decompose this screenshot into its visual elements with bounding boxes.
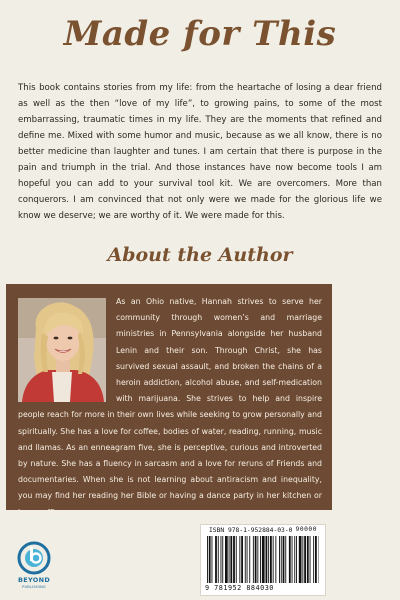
author-bio (18, 294, 322, 521)
book-blurb: This book contains stories from my life: from the heartache of losing a dear friend as well as the then “love of my life”, to growing pains, to some of the most embarrassing, traumatic times in my life. They are the moments that refined and define me. Mixed with some humor and music, because as we all know, there is no better medicine than laughter and tunes. I am certain that there is purpose in the pain and triumph in the trial. And those instances have now become tools I am hopeful you can add to your survival tool kit. We are overcomers. More than conquerors. I am convinced that not only were we made for the glorious life we know we deserve; we are worthy of it. We were made for this. (18, 83, 382, 221)
barcode-price-code: 90000 (295, 526, 317, 533)
author-section (6, 284, 332, 517)
isbn-barcode (200, 524, 326, 596)
publisher-name: BEYOND (17, 576, 51, 584)
photo-spacer (18, 294, 110, 406)
barcode-number: 9 781952 884030 (205, 584, 274, 592)
book-title: Made for This (63, 14, 337, 54)
isbn-text: ISBN 978-1-952884-03-0 (209, 527, 293, 534)
publisher-subtitle: PUBLISHING (22, 585, 46, 589)
publisher-logo (14, 540, 54, 596)
author-bio-text: As an Ohio native, Hannah strives to serve her community through women’s and marriage ministries in Pennsylvania alongside her husband Lenin and their son. Through Christ, she has survived sexual assault, and broken the chains of a heroin addiction, alcohol abuse, and self-medication with marijuana. She strives to help and inspire people reach for more in their own lives while seeking to grow personally and spiritually. She has a love for coffee, bodies of water, reading, running, music and llamas. As an enneagram five, she is perceptive, curious and introverted by nature. She has a fluency in sarcasm and a love for reruns of Friends and documentaries. When she is not learning about antiracism and inequality, you may find her reading her Bible or having a dance party in her kitchen or home office. (18, 297, 322, 517)
barcode-bars-icon (207, 536, 319, 583)
about-author-heading: About the Author (107, 244, 293, 266)
beyond-logo-icon (14, 540, 54, 576)
